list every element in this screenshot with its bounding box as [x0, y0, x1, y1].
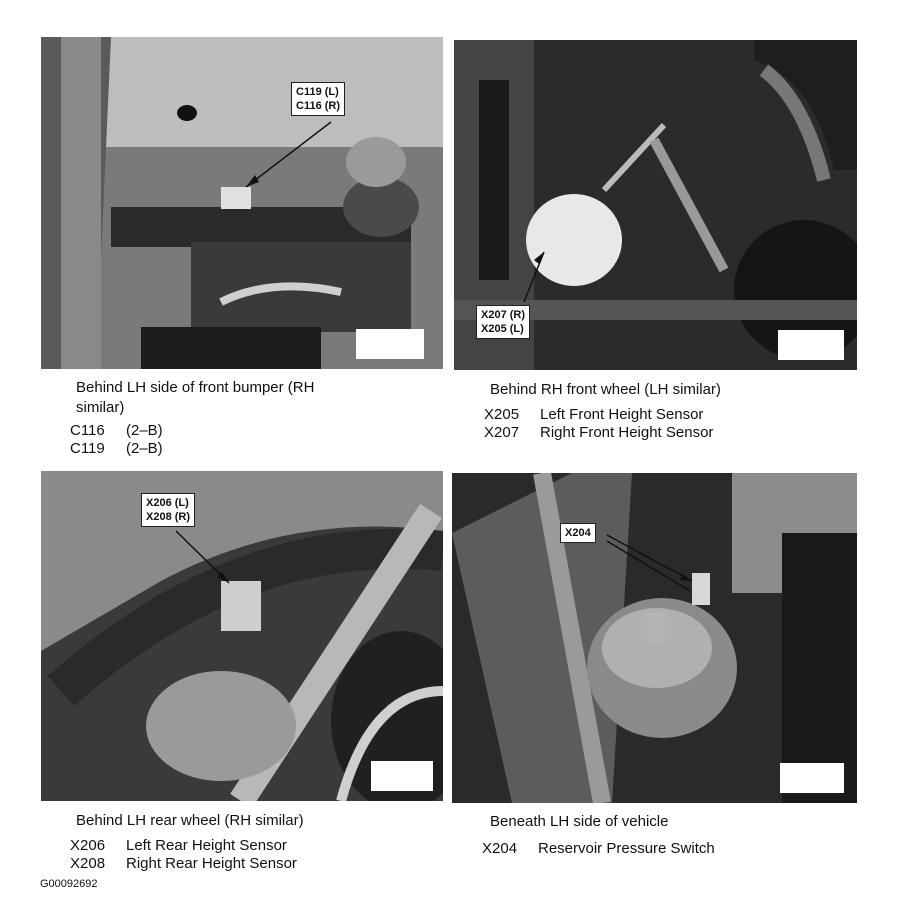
legend-row	[484, 406, 713, 424]
legend-row	[70, 440, 163, 458]
legend-desc: Left Rear Height Sensor	[126, 837, 287, 854]
callout-label: C119 (L) C116 (R)	[291, 82, 345, 116]
legend-desc: (2–B)	[126, 422, 163, 439]
caption: Behind RH front wheel (LH similar)	[490, 381, 721, 398]
legend-row	[484, 424, 713, 442]
legend-desc: Right Front Height Sensor	[540, 424, 714, 441]
caption: Behind LH rear wheel (RH similar)	[76, 812, 304, 829]
legend	[70, 837, 297, 873]
legend-desc: Reservoir Pressure Switch	[538, 840, 715, 857]
legend-code: X205	[484, 406, 520, 423]
legend-code: X206	[70, 837, 106, 854]
caption: Behind LH side of front bumper (RH similar)	[76, 379, 315, 416]
legend-code: X207	[484, 424, 520, 441]
legend-row	[482, 840, 715, 858]
photo-rear-wheel-drawing	[41, 471, 443, 801]
caption: Beneath LH side of vehicle	[490, 813, 669, 830]
legend-row	[70, 422, 163, 440]
photo-beneath-vehicle	[452, 473, 857, 803]
legend-desc: Left Front Height Sensor	[540, 406, 704, 423]
legend	[482, 840, 715, 858]
photo-front-bumper	[41, 37, 443, 369]
legend-code: C119	[70, 440, 105, 457]
legend	[484, 406, 713, 442]
legend	[70, 422, 163, 458]
legend-row	[70, 837, 297, 855]
legend-desc: Right Rear Height Sensor	[126, 855, 297, 872]
blank-label-box	[780, 763, 844, 793]
legend-row	[70, 855, 297, 873]
blank-label-box	[778, 330, 844, 360]
legend-code: C116	[70, 422, 105, 439]
legend-desc: (2–B)	[126, 440, 163, 457]
figure-id: G00092692	[40, 878, 98, 890]
photo-rear-wheel	[41, 471, 443, 801]
blank-label-box	[371, 761, 433, 791]
callout-label: X206 (L) X208 (R)	[141, 493, 195, 527]
blank-label-box	[356, 329, 424, 359]
callout-label: X204	[560, 523, 596, 543]
photo-front-bumper-drawing	[41, 37, 443, 369]
photo-front-wheel	[454, 40, 857, 370]
photo-beneath-vehicle-drawing	[452, 473, 857, 803]
legend-code: X208	[70, 855, 106, 872]
callout-label: X207 (R) X205 (L)	[476, 305, 530, 339]
legend-code: X204	[482, 840, 518, 857]
